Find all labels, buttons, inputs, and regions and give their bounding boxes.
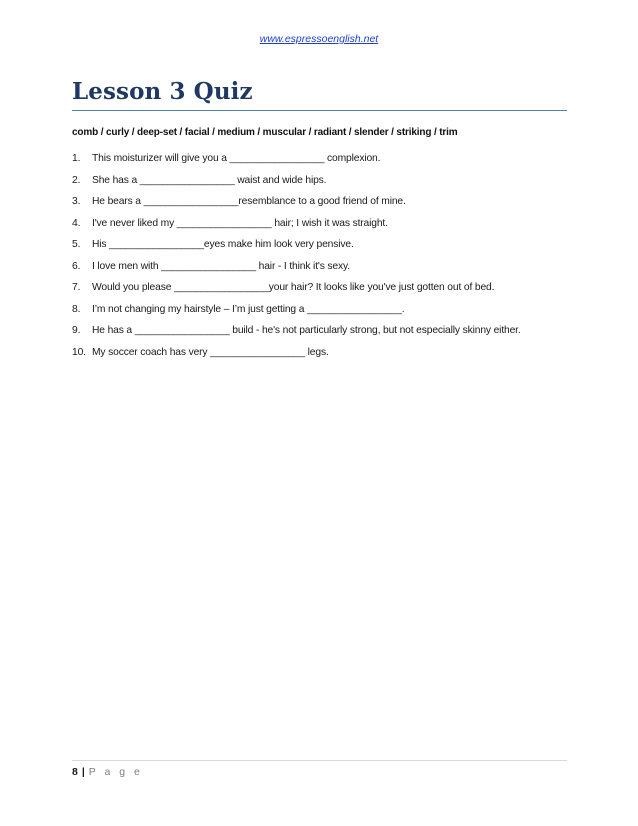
question-item [72, 347, 572, 369]
question-text: He has a _________________ build - he's not particularly strong, but not especially skinny either. [92, 325, 521, 336]
question-number: 7. [72, 282, 81, 293]
question-text: She has a _________________ waist and wide hips. [92, 174, 327, 186]
question-item [72, 153, 572, 175]
question-number: 5. [72, 239, 81, 250]
question-number: 6. [72, 260, 81, 272]
question-item [72, 196, 572, 218]
question-item [72, 261, 572, 283]
question-number: 1. [72, 153, 81, 164]
question-number: 8. [72, 303, 81, 315]
question-text: I love men with _________________ hair - I think it's sexy. [92, 260, 350, 272]
question-text: I've never liked my _________________ hair; I wish it was straight. [92, 217, 388, 229]
question-text: I’m not changing my hairstyle – I’m just getting a _________________. [92, 303, 405, 315]
word-bank: comb / curly / deep-set / facial / medium / muscular / radiant / slender / striking / trim [72, 127, 458, 138]
page-footer [72, 766, 143, 778]
question-number: 3. [72, 196, 81, 207]
question-list [72, 153, 572, 368]
question-text: My soccer coach has very _________________ legs. [92, 346, 329, 358]
question-number: 2. [72, 174, 81, 186]
question-number: 9. [72, 325, 81, 336]
question-text: He bears a _________________resemblance to a good friend of mine. [92, 196, 406, 207]
question-item [72, 218, 572, 240]
question-text: Would you please _________________your hair? It looks like you've just gotten out of bed. [92, 282, 495, 293]
title-underline [72, 110, 567, 111]
question-item [72, 175, 572, 197]
question-item [72, 325, 572, 347]
footer-separator: | [81, 766, 85, 778]
question-number: 4. [72, 217, 81, 229]
footer-divider [72, 760, 567, 761]
website-link[interactable]: www.espressoenglish.net [259, 33, 379, 45]
question-number: 10. [72, 346, 86, 358]
question-item [72, 239, 572, 261]
question-item [72, 282, 572, 304]
question-text: His _________________eyes make him look very pensive. [92, 239, 354, 250]
question-item [72, 304, 572, 326]
page-number: 8 [72, 766, 78, 778]
page-label: P a g e [88, 766, 143, 778]
page-title: Lesson 3 Quiz [72, 78, 253, 105]
question-text: This moisturizer will give you a _________________ complexion. [92, 153, 381, 164]
